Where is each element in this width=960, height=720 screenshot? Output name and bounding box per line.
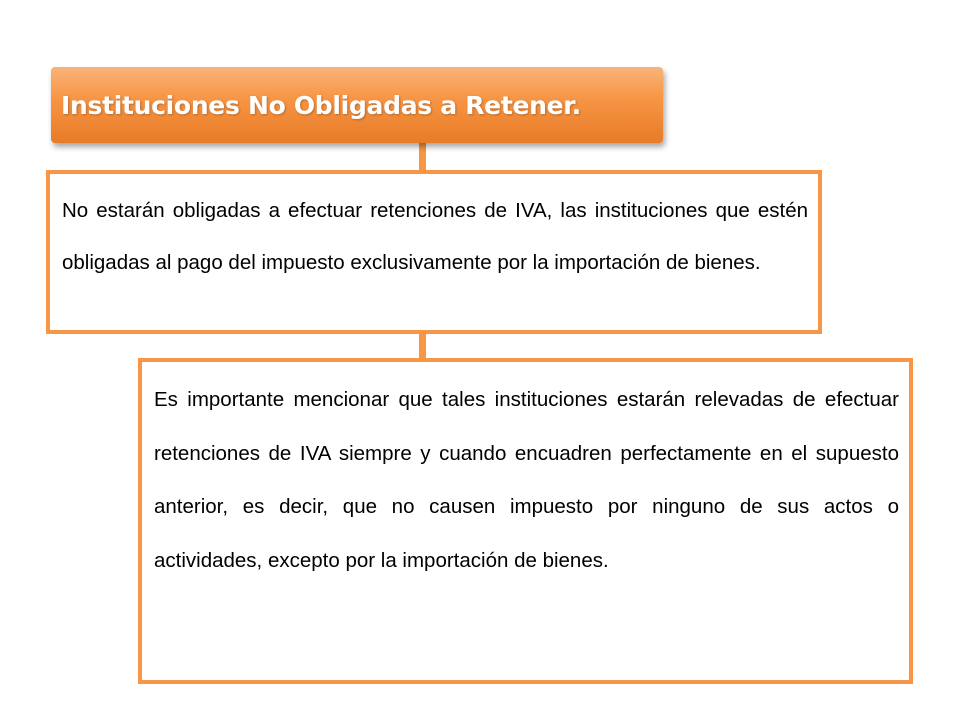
info-box-no-obligation-text: No estarán obligadas a efectuar retenciones de IVA, las instituciones que estén obligadas al pago del impuesto exclusivamente por la importación de bienes.: [62, 199, 808, 274]
info-box-important-note-text: Es importante mencionar que tales instituciones estarán relevadas de efectuar retenciones de IVA siempre y cuando encuadren perfectamente en el supuesto anterior, es decir, que no causen impuesto por ninguno de sus actos o actividades, excepto por la importación de bienes.: [154, 388, 899, 572]
info-box-no-obligation: [46, 170, 822, 334]
title-box: [51, 67, 663, 143]
info-box-important-note: [138, 358, 913, 684]
connector-title-to-box1: [419, 143, 426, 171]
title-text: Instituciones No Obligadas a Retener.: [61, 90, 581, 120]
connector-box1-to-box2: [419, 334, 426, 360]
